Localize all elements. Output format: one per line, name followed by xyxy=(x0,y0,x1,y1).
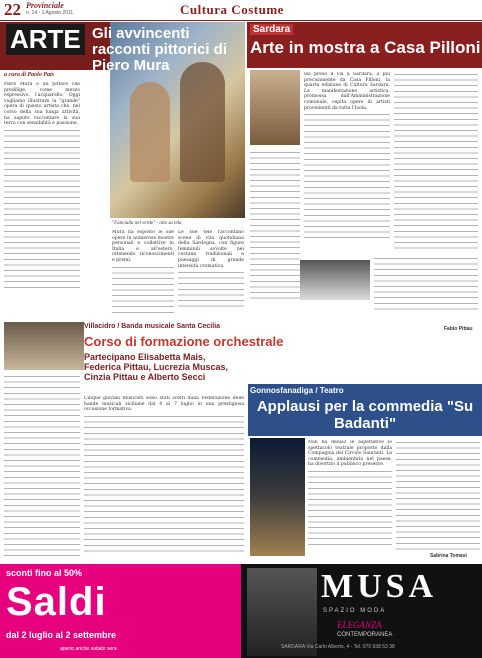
musa-tagline-2: CONTEMPORANEA xyxy=(337,632,393,638)
theatre-photo xyxy=(250,438,305,556)
musa-sub: SPAZIO MODA xyxy=(323,608,387,614)
villacidro-headline: Corso di formazione orchestrale xyxy=(84,334,284,349)
sardara-column-4 xyxy=(374,256,478,324)
saldi-advertisement xyxy=(0,564,241,658)
arte-headline: Gli avvincenti racconti pittorici di Piero Mura xyxy=(92,25,228,74)
arte-column-3 xyxy=(178,230,244,318)
saldi-note: aperto anche sabato sera xyxy=(60,646,117,652)
painting-caption: "Fanciulla nel verde" - olio su tela xyxy=(112,221,182,226)
sardara-tag: Sardara xyxy=(250,24,293,35)
saldi-word: Saldi xyxy=(6,580,107,624)
page-number: 22 xyxy=(4,0,21,19)
casa-pilloni-photo xyxy=(300,260,370,300)
sardara-column-1 xyxy=(304,72,390,252)
sardara-signature: Fabio Pittau xyxy=(444,326,473,332)
musa-advertisement xyxy=(241,564,482,658)
model-photo xyxy=(247,568,317,656)
gonnosfanadiga-column-2 xyxy=(396,440,480,550)
sardara-text: Ha preso il via a Sardara, a più precisamente da Casa Pilloni, la quarta edizione di Cultura Sardara. La manifestazione artistica, promossa dall'Amministrazione comunale, ospita opere di artisti provenienti da tutta l'Isola. xyxy=(304,72,390,111)
arte-text-2: Mura ha esposto le sue opere in numerose mostre personali e collettive in Italia e all'estero, ottenendo riconoscimenti e premi. xyxy=(112,230,174,263)
villacidro-subheadline: Partecipano Elisabetta Mais, Federica Pittau, Lucrezia Muscas, Cinzia Pittau e Alberto Secci xyxy=(84,352,229,382)
sardara-column-3 xyxy=(250,150,300,300)
gonnosfanadiga-headline: Applausi per la commedia "Su Badanti" xyxy=(256,398,474,432)
page-header xyxy=(0,0,482,21)
arte-text-3: Le sue tele raccontano scene di vita quotidiana della Sardegna, con figure femminili avvolte nei costumi tradizionali e paesaggi di grande intensità cromatica. xyxy=(178,230,244,269)
sardara-headline: Arte in mostra a Casa Pilloni xyxy=(250,38,481,57)
section-title: Cultura Costume xyxy=(180,2,284,17)
musa-tagline: ELEGANZA xyxy=(337,620,382,630)
arte-tag: ARTE xyxy=(6,24,85,55)
issue-date: n. 14 - 1 Agosto 2011 xyxy=(26,10,74,16)
sardara-column-2 xyxy=(394,72,478,252)
musa-logo: MUSA xyxy=(321,568,438,605)
exhibition-photo xyxy=(250,70,300,145)
arte-text-1: Piero Mura è un pittore che predilige, come mezzo espressivo, l'acquarello. Oggi vogliamo illustrare la "grande" opera di questo artista che, nel corso della sua lunga attività, ha saputo raccontare la sua terra con sensibilità e passione. xyxy=(4,82,80,127)
gonnosfanadiga-text: Non ha deluso le aspettative lo spettacolo teatrale proposto dalla Compagnia del Circolo Sauranti. La commedia, ambientata nel paese, ha divertito il pubblico presente. xyxy=(308,440,392,468)
gonnosfanadiga-tag: Gonnosfanadiga / Teatro xyxy=(250,386,344,395)
saldi-dates: dal 2 luglio al 2 settembre xyxy=(6,630,117,640)
arte-column-2 xyxy=(112,230,174,318)
newspaper-logo: Provinciale xyxy=(26,1,64,10)
gonnosfanadiga-column-1 xyxy=(308,440,392,558)
musa-address: SARDARA Via Carlo Alberto, 4 - Tel. 070 938 53 38 xyxy=(281,644,395,650)
orchestra-photo xyxy=(4,322,84,370)
gonnosfanadiga-signature: Sabrina Tomasi xyxy=(430,553,467,559)
villacidro-text: Cinque giovani musicisti sono stati scelti dalla Federazione delle bande musicali siciliane dal 4 al 7 luglio in una prestigiosa occasione formativa. xyxy=(84,396,244,413)
villacidro-tag: Villacidro / Banda musicale Santa Cecilia xyxy=(84,323,221,330)
arte-column-1 xyxy=(4,82,80,318)
villacidro-body xyxy=(84,396,244,560)
arte-author: a cura di Paolo Pais xyxy=(4,72,55,78)
saldi-discount: sconti fino al 50% xyxy=(6,568,83,578)
arte-column-continued xyxy=(4,374,80,560)
